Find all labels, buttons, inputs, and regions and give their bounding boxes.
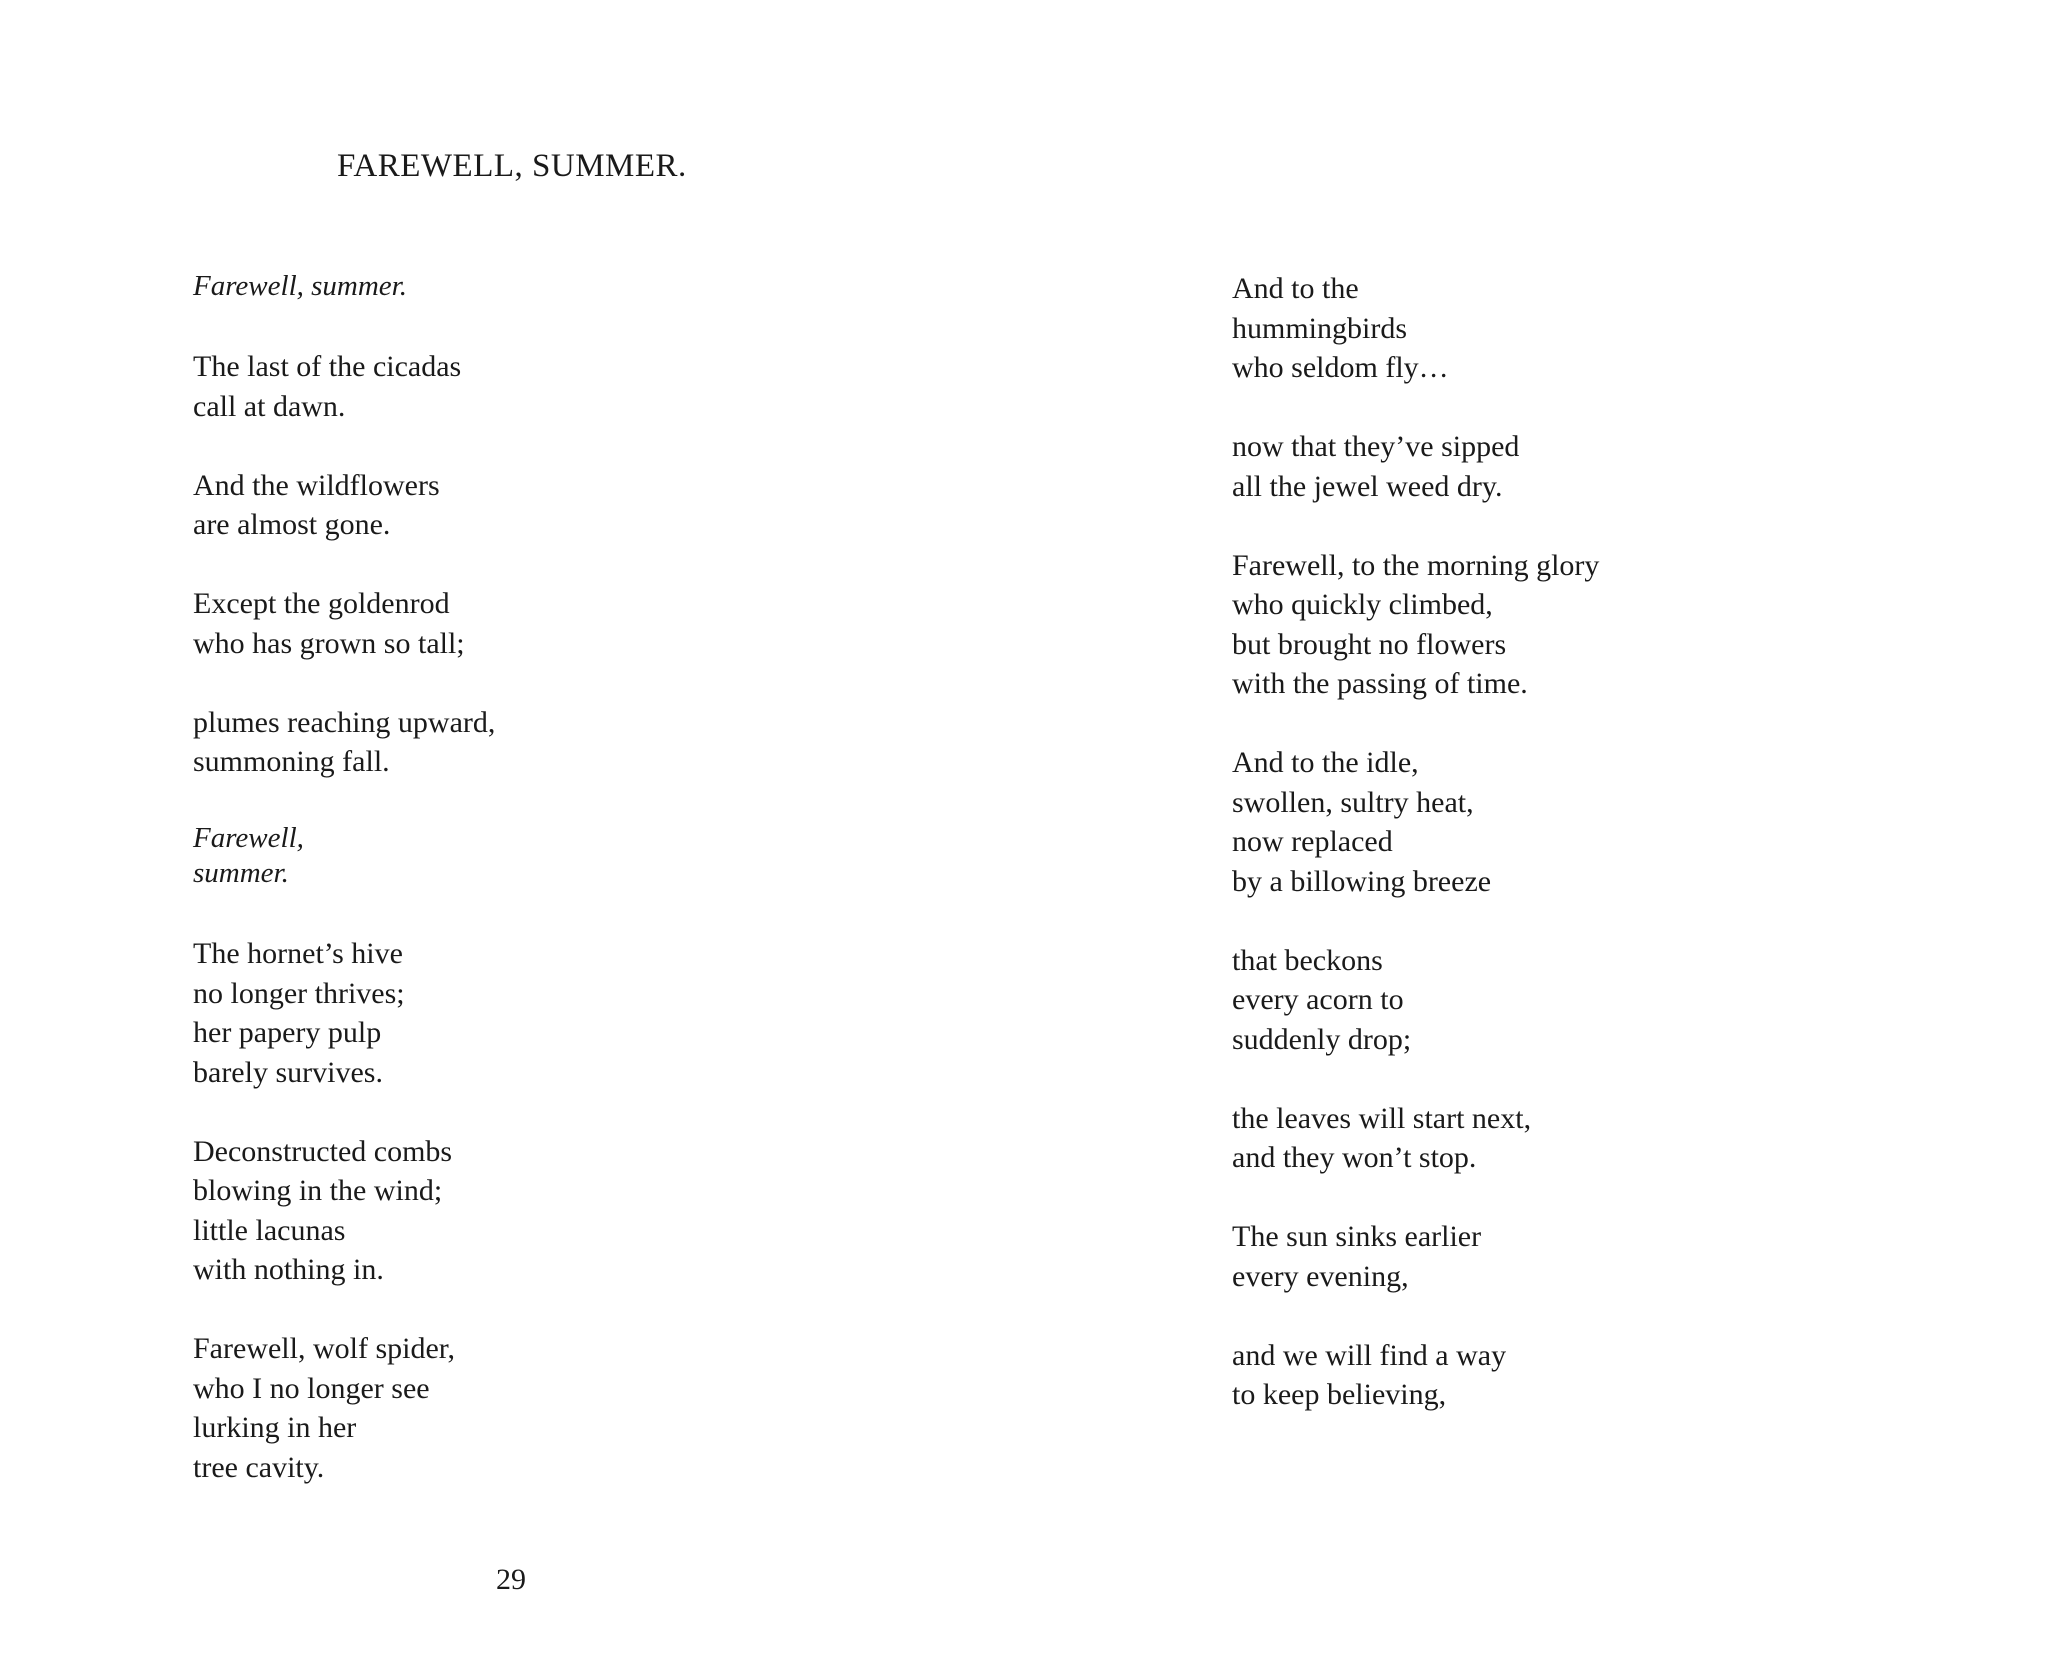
stanza bbox=[1232, 546, 1599, 704]
poem-line: and we will find a way bbox=[1232, 1338, 1507, 1372]
poem-line: no longer thrives; bbox=[193, 976, 405, 1010]
poem-line: swollen, sultry heat, bbox=[1232, 785, 1474, 819]
poem-line: all the jewel weed dry. bbox=[1232, 469, 1503, 503]
poem-line: her papery pulp bbox=[193, 1016, 382, 1049]
poem-line: And to the idle, bbox=[1232, 746, 1419, 779]
poem-line: barely survives. bbox=[193, 1055, 383, 1089]
poem-line: now replaced bbox=[1232, 825, 1393, 858]
stanza bbox=[1232, 941, 1599, 1060]
stanza bbox=[1232, 1217, 1599, 1296]
poem-line: who I no longer see bbox=[193, 1371, 430, 1405]
poem-line: to keep believing, bbox=[1232, 1378, 1447, 1411]
stanza bbox=[1232, 743, 1599, 901]
poem-line: now that they’ve sipped bbox=[1232, 430, 1520, 463]
poem-line: Except the goldenrod bbox=[193, 587, 450, 620]
poem-line: summer. bbox=[193, 857, 289, 889]
poem-line: little lacunas bbox=[193, 1213, 346, 1247]
poem-line: The last of the cicadas bbox=[193, 350, 462, 383]
stanza bbox=[1232, 1336, 1599, 1415]
poem-line: with the passing of time. bbox=[1232, 667, 1528, 700]
stanza bbox=[193, 466, 495, 545]
stanza bbox=[193, 1132, 495, 1290]
stanza bbox=[193, 584, 495, 663]
left-page-poem-column bbox=[193, 269, 495, 1527]
poem-line: and they won’t stop. bbox=[1232, 1141, 1477, 1174]
poem-line: plumes reaching upward, bbox=[193, 705, 496, 739]
poem-line: by a billowing breeze bbox=[1232, 864, 1492, 898]
poem-line: The sun sinks earlier bbox=[1232, 1220, 1482, 1253]
poem-line: who seldom fly… bbox=[1232, 351, 1449, 384]
right-page-poem-column bbox=[1232, 269, 1599, 1454]
poem-title: FAREWELL, SUMMER. bbox=[337, 148, 687, 184]
poem-line: Farewell, wolf spider, bbox=[193, 1332, 456, 1365]
poem-line: the leaves will start next, bbox=[1232, 1101, 1532, 1135]
poem-line: that beckons bbox=[1232, 943, 1383, 977]
poem-line: suddenly drop; bbox=[1232, 1022, 1412, 1056]
stanza bbox=[193, 347, 495, 426]
stanza bbox=[1232, 269, 1599, 388]
poem-line: blowing in the wind; bbox=[193, 1174, 443, 1207]
poem-line: hummingbirds bbox=[1232, 311, 1408, 345]
stanza bbox=[193, 1329, 495, 1487]
poem-line: tree cavity. bbox=[193, 1450, 325, 1484]
poem-line: Farewell, bbox=[193, 822, 304, 854]
poem-line: And to the bbox=[1232, 272, 1359, 305]
poem-line: Farewell, summer. bbox=[193, 270, 407, 302]
poem-line: call at dawn. bbox=[193, 389, 346, 423]
stanza bbox=[193, 934, 495, 1092]
poem-line: Deconstructed combs bbox=[193, 1134, 453, 1168]
poem-line: are almost gone. bbox=[193, 508, 391, 541]
stanza bbox=[1232, 1099, 1599, 1178]
stanza bbox=[1232, 427, 1599, 506]
stanza bbox=[193, 703, 495, 782]
poem-line: every acorn to bbox=[1232, 983, 1404, 1016]
poem-line: lurking in her bbox=[193, 1411, 357, 1444]
poem-line: every evening, bbox=[1232, 1259, 1409, 1293]
poem-line: with nothing in. bbox=[193, 1253, 384, 1286]
poem-line: Farewell, to the morning glory bbox=[1232, 548, 1600, 582]
poem-line: who has grown so tall; bbox=[193, 626, 465, 660]
poem-line: who quickly climbed, bbox=[1232, 588, 1493, 621]
poem-line: And the wildflowers bbox=[193, 468, 440, 502]
page-number: 29 bbox=[496, 1563, 526, 1596]
refrain-stanza bbox=[193, 269, 495, 304]
poem-line: but brought no flowers bbox=[1232, 627, 1507, 661]
poem-line: The hornet’s hive bbox=[193, 937, 403, 970]
poem-line: summoning fall. bbox=[193, 745, 390, 778]
refrain-stanza bbox=[193, 821, 495, 891]
